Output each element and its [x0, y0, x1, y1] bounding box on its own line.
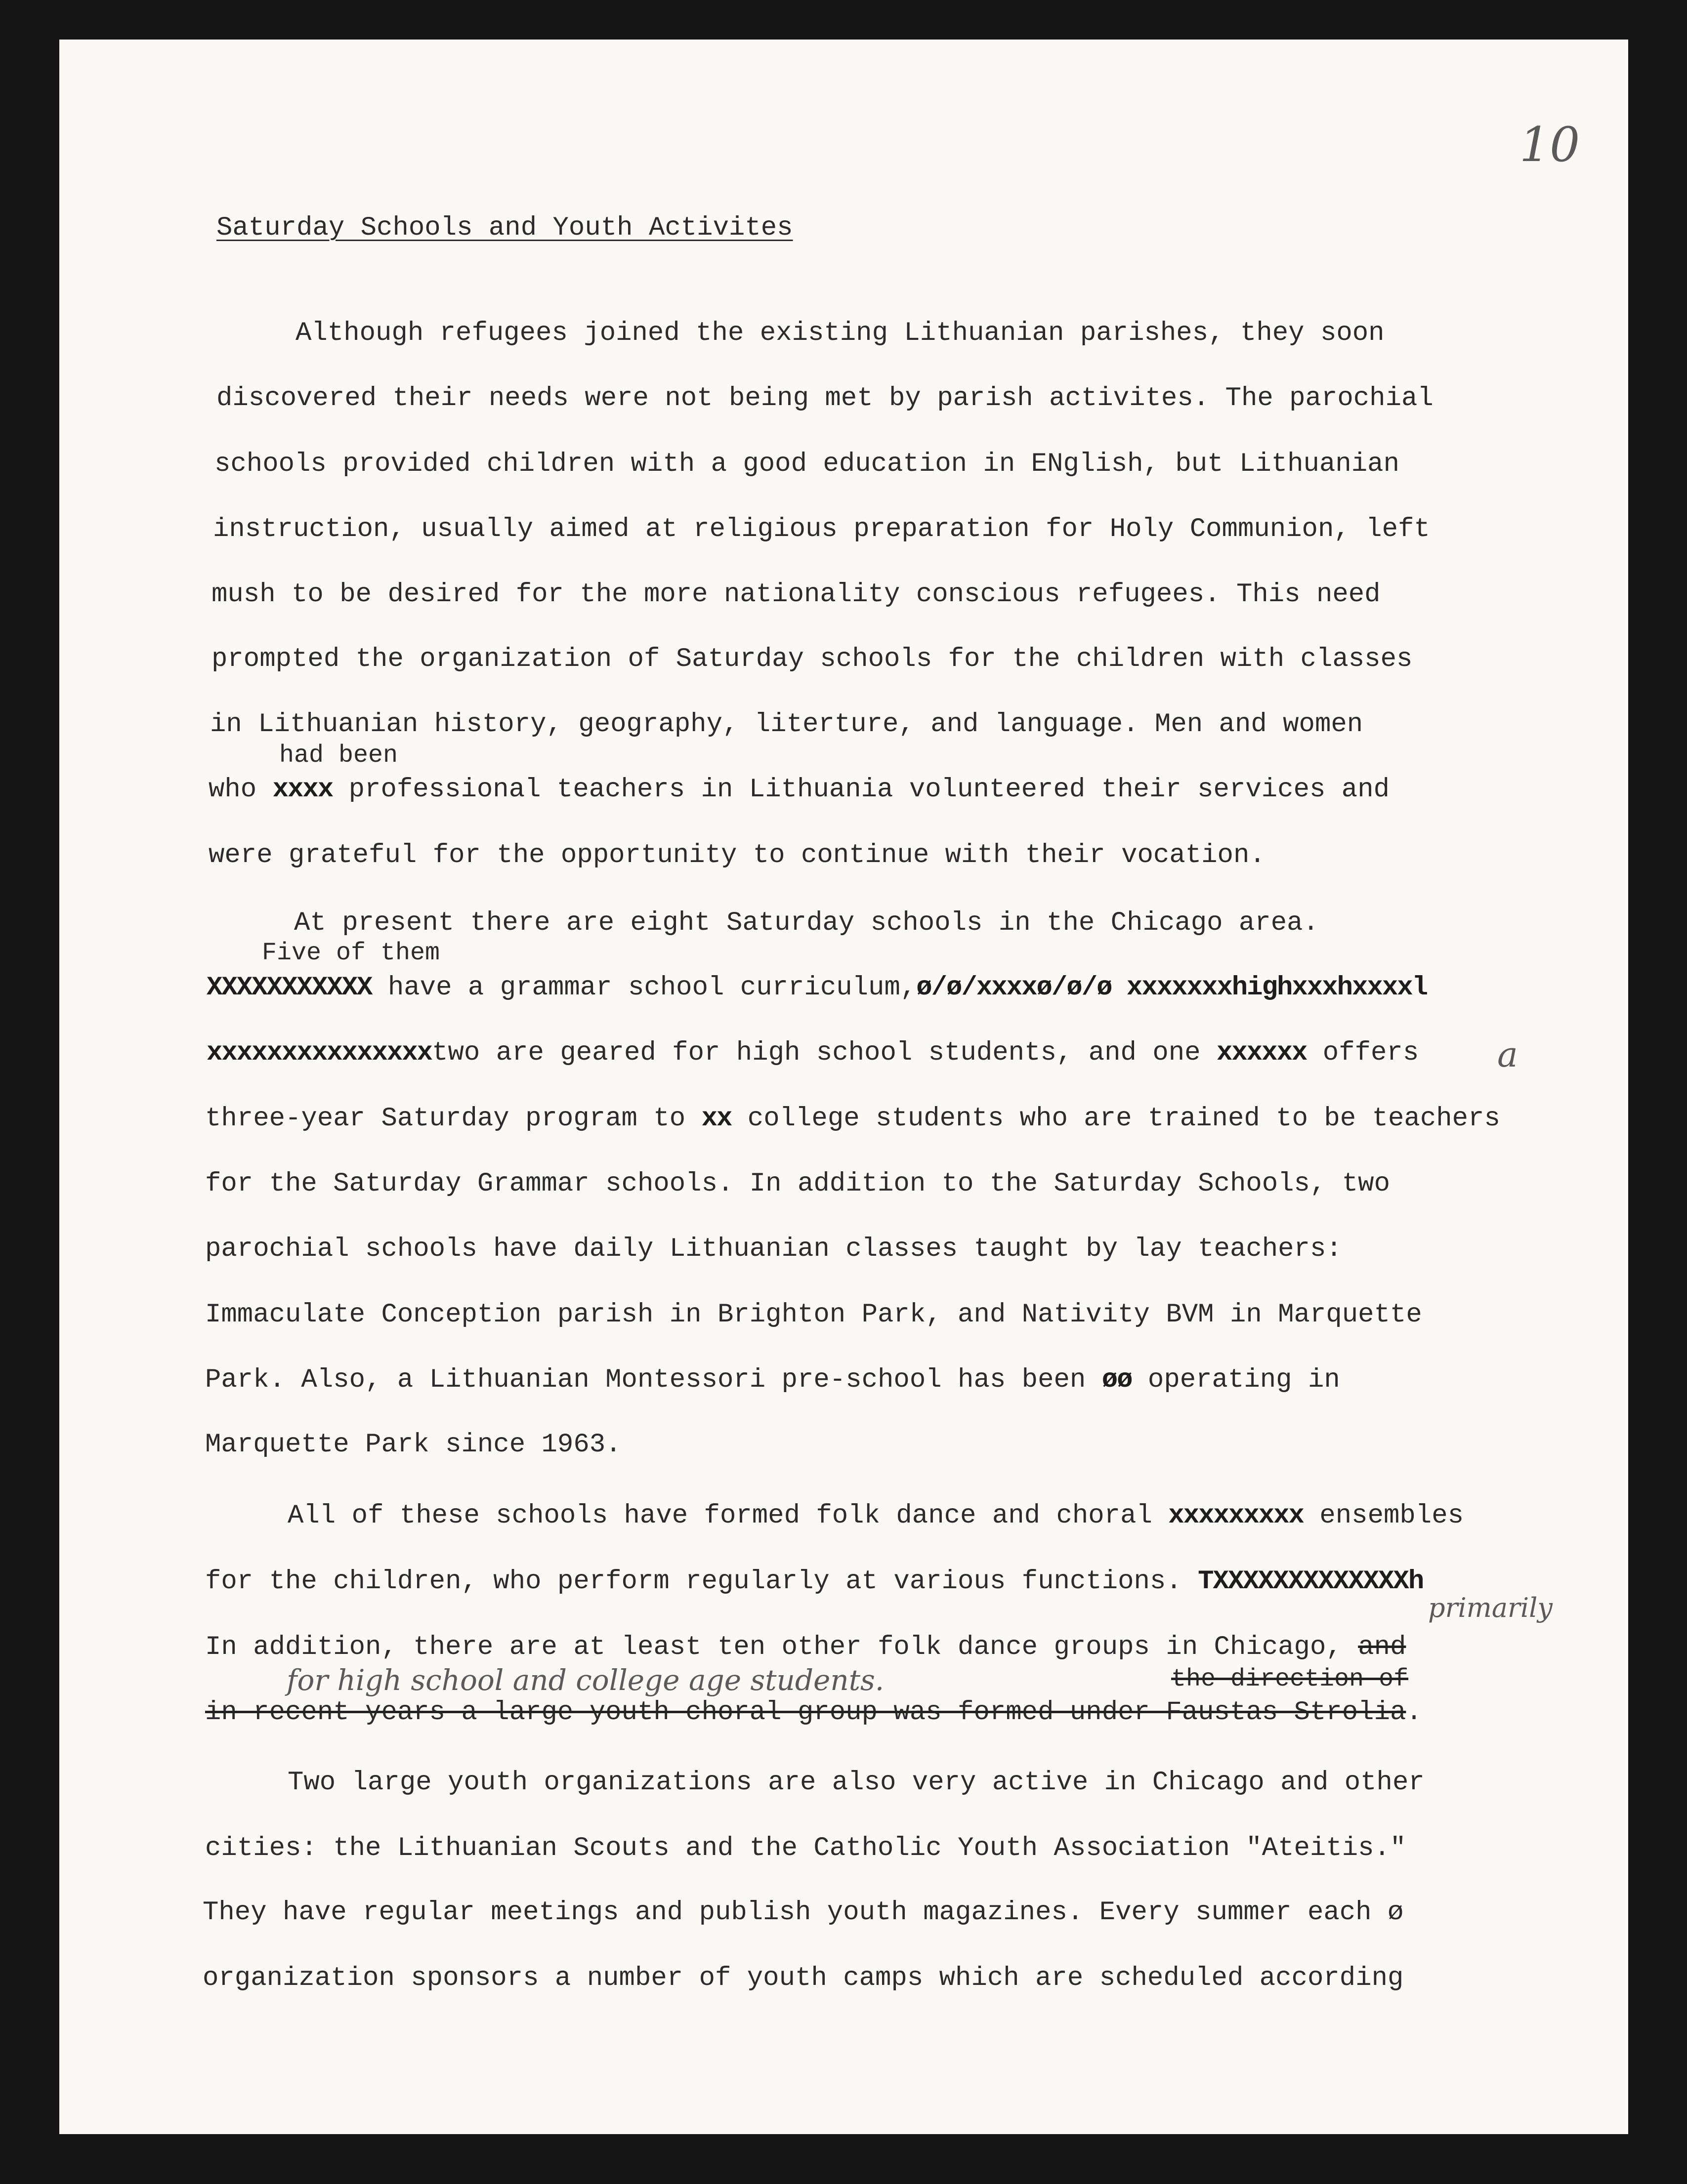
text-line: for the Saturday Grammar schools. In addition to the Saturday Schools, two [205, 1169, 1390, 1199]
text-line: instruction, usually aimed at religious preparation for Holy Communion, left [213, 514, 1430, 544]
typed-strikeout: xxxxxx [1216, 1038, 1307, 1068]
text-line: All of these schools have formed folk dance and choral xxxxxxxxx ensembles [288, 1501, 1464, 1531]
text-line: Two large youth organizations are also very active in Chicago and other [288, 1768, 1425, 1798]
text-line: who xxxx professional teachers in Lithuania volunteered their services and [209, 775, 1390, 805]
insert-mark: a [1497, 1034, 1518, 1075]
interlinear-insertion: Five of them [262, 939, 440, 967]
typed-strikeout: xxxxxxxxx [1168, 1501, 1304, 1531]
text-line: cities: the Lithuanian Scouts and the Catholic Youth Association "Ateitis." [205, 1833, 1406, 1863]
text-line: organization sponsors a number of youth camps which are scheduled according [203, 1963, 1404, 1993]
typed-strikeout: TXXXXXXXXXXXXXh [1198, 1566, 1424, 1597]
text-line: discovered their needs were not being met by parish activites. The parochial [216, 383, 1434, 413]
text-line: Although refugees joined the existing Lithuanian parishes, they soon [295, 318, 1385, 348]
text-line: for the children, who perform regularly at various functions. TXXXXXXXXXXXXXh [205, 1566, 1424, 1597]
interlinear-insertion: had been [279, 742, 398, 770]
text-line: They have regular meetings and publish youth magazines. Every summer each ø [203, 1897, 1404, 1928]
text-line: At present there are eight Saturday schools in the Chicago area. [294, 908, 1319, 938]
text-line: Marquette Park since 1963. [205, 1430, 622, 1460]
text-line: schools provided children with a good education in ENglish, but Lithuanian [214, 449, 1399, 479]
text-line: were grateful for the opportunity to continue with their vocation. [209, 840, 1265, 870]
text-line: In addition, there are at least ten other folk dance groups in Chicago, and [205, 1632, 1406, 1662]
struck-interlinear: the direction of [1171, 1665, 1409, 1693]
text-line: xxxxxxxxxxxxxxxtwo are geared for high school students, and one xxxxxx offers [207, 1038, 1419, 1068]
page-number: 10 [1519, 117, 1580, 172]
struck-text: in recent years a large youth choral group was formed under Faustas Strolia [205, 1697, 1406, 1728]
text-line: prompted the organization of Saturday schools for the children with classes [211, 644, 1413, 674]
text-line: in Lithuanian history, geography, literture, and language. Men and women [210, 709, 1363, 740]
typed-strikeout: xxxxxxxxxxxxxxx [207, 1038, 432, 1068]
page-title: Saturday Schools and Youth Activites [216, 213, 793, 243]
text-line: in recent years a large youth choral group was formed under Faustas Strolia. [205, 1697, 1422, 1728]
text-line: XXXXXXXXXXX have a grammar school curriculum,ø/ø/xxxxø/ø/ø xxxxxxxhighxxxhxxxxl [207, 973, 1428, 1003]
typed-strikeout: ø/ø/xxxxø/ø/ø xxxxxxxhighxxxhxxxxl [916, 973, 1428, 1003]
text-line: three-year Saturday program to xx college students who are trained to be teachers [205, 1104, 1500, 1134]
handwritten-insertion: primarily [1428, 1592, 1553, 1623]
struck-text: and [1358, 1632, 1406, 1662]
typed-strikeout: xx [701, 1104, 732, 1134]
text-line: parochial schools have daily Lithuanian classes taught by lay teachers: [205, 1234, 1342, 1264]
document-page [59, 40, 1628, 2134]
typed-strikeout: øø [1101, 1365, 1132, 1395]
text-line: Immaculate Conception parish in Brighton Park, and Nativity BVM in Marquette [205, 1300, 1422, 1330]
handwritten-insertion: for high school and college age students. [287, 1663, 885, 1697]
text-line: mush to be desired for the more nationality conscious refugees. This need [211, 579, 1381, 610]
typed-strikeout: XXXXXXXXXXX [207, 973, 372, 1003]
typed-strikeout: xxxx [272, 775, 333, 805]
text-line: Park. Also, a Lithuanian Montessori pre-school has been øø operating in [205, 1365, 1340, 1395]
